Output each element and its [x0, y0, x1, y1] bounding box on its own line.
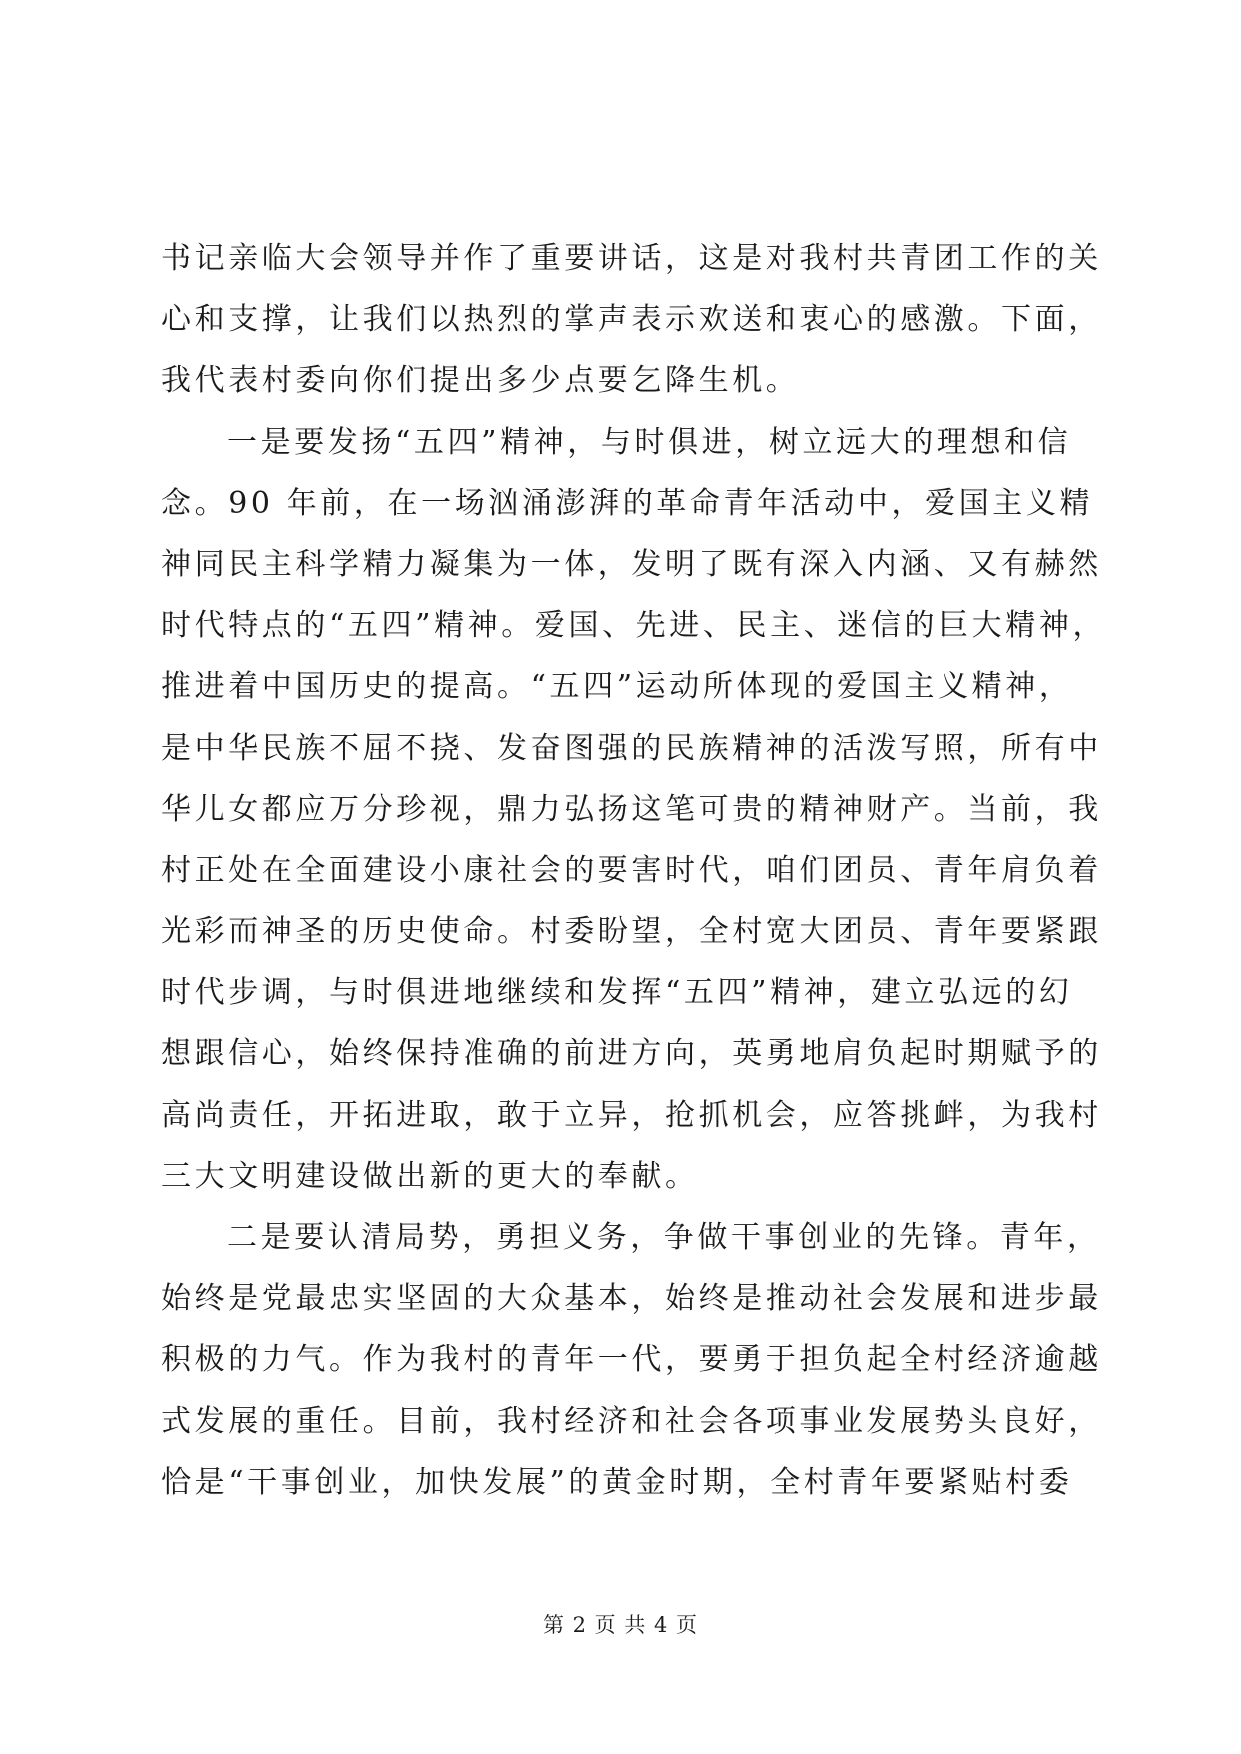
text-line: 书记亲临大会领导并作了重要讲话，这是对我村共青团工作的关 — [161, 241, 1102, 276]
text-line: 神同民主科学精力凝集为一体，发明了既有深入内涵、又有赫然 — [161, 546, 1102, 582]
text-line: 村正处在全面建设小康社会的要害时代，咱们团员、青年肩负着 — [161, 852, 1102, 888]
text-line: 光彩而神圣的历史使命。村委盼望，全村宽大团员、青年要紧跟 — [161, 914, 1102, 950]
text-line: 念。90 年前，在一场汹涌澎湃的革命青年活动中，爱国主义精 — [161, 485, 1094, 521]
text-line: 时代特点的“五四”精神。爱国、先进、民主、迷信的巨大精神， — [161, 608, 1107, 644]
text-line: 心和支撑，让我们以热烈的掌声表示欢送和衷心的感激。下面， — [161, 302, 1102, 338]
text-line: 式发展的重任。目前，我村经济和社会各项事业发展势头良好， — [161, 1403, 1102, 1439]
text-line: 时代步调，与时俱进地继续和发挥“五四”精神，建立弘远的幻 — [161, 975, 1073, 1011]
text-line: 我代表村委向你们提出多少点要乞降生机。 — [161, 363, 800, 399]
text-line: 是中华民族不屈不挠、发奋图强的民族精神的活泼写照，所有中 — [161, 730, 1102, 766]
text-line: 高尚责任，开拓进取，敢于立异，抢抓机会，应答挑衅，为我村 — [161, 1097, 1102, 1133]
document-body — [161, 228, 1107, 1513]
paragraph-first-line: 二是要认清局势，勇担义务，争做干事创业的先锋。青年， — [227, 1220, 1101, 1255]
text-line: 始终是党最忠实坚固的大众基本，始终是推动社会发展和进步最 — [161, 1281, 1102, 1317]
text-line: 华儿女都应万分珍视，鼎力弘扬这笔可贵的精神财产。当前，我 — [161, 791, 1102, 827]
text-line: 推进着中国历史的提高。“五四”运动所体现的爱国主义精神， — [161, 669, 1073, 705]
page-number-footer: 第 2 页 共 4 页 — [542, 1613, 699, 1637]
text-line: 积极的力气。作为我村的青年一代，要勇于担负起全村经济逾越 — [161, 1342, 1102, 1378]
text-line: 三大文明建设做出新的更大的奉献。 — [161, 1158, 699, 1194]
text-line: 恰是“干事创业，加快发展”的黄金时期，全村青年要紧贴村委 — [161, 1464, 1073, 1500]
text-line: 想跟信心，始终保持准确的前进方向，英勇地肩负起时期赋予的 — [161, 1036, 1102, 1072]
paragraph-first-line: 一是要发扬“五四”精神，与时俱进，树立远大的理想和信 — [227, 424, 1072, 460]
